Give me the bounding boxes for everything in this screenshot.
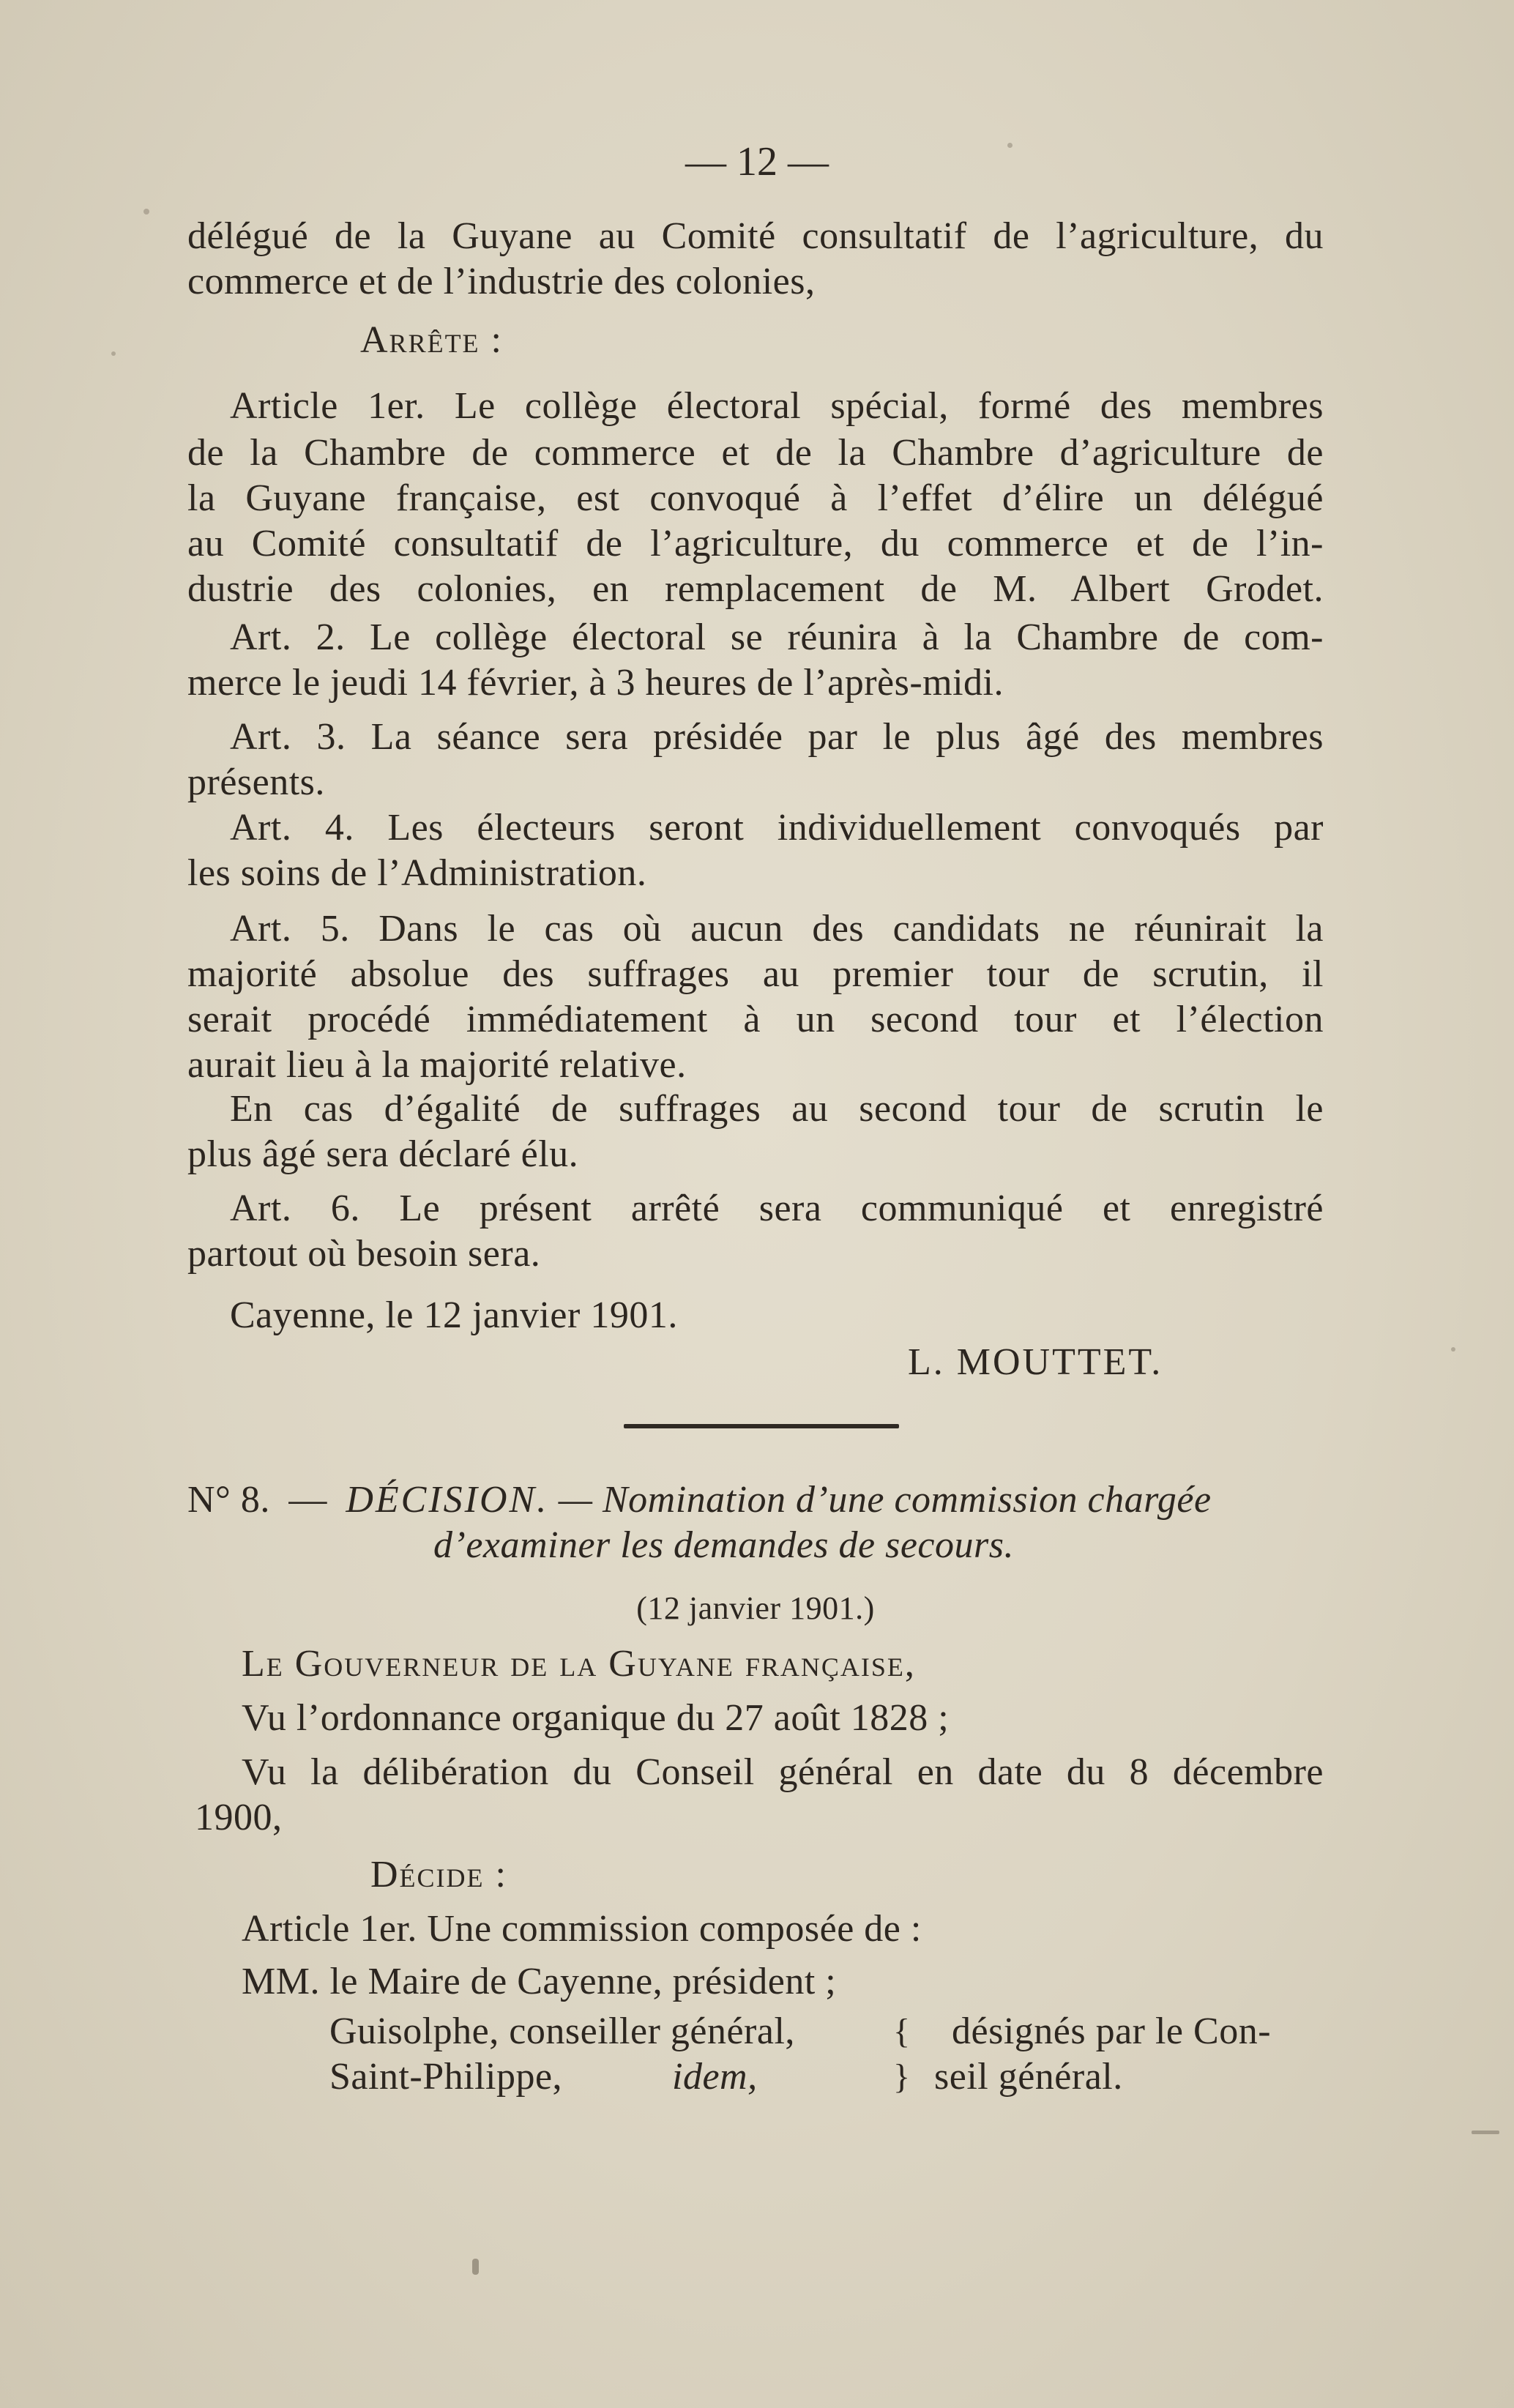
decision-subject: — Nomination d’une commission chargée [558, 1479, 1212, 1521]
brace-mark: } [893, 2057, 911, 2096]
text-line: Art. 6. Le présent arrêté sera communiqué et enregistré [230, 1188, 1324, 1229]
text-line: Art. 4. Les électeurs seront individuellement convoqués par [230, 807, 1324, 849]
paper-speck [1451, 1347, 1455, 1352]
text-line: serait procédé immédiatement à un second tour et l’élection [187, 999, 1324, 1040]
text-line: Art. 5. Dans le cas où aucun des candidats ne réunirait la [230, 908, 1324, 950]
text-line: plus âgé sera déclaré élu. [187, 1133, 579, 1175]
text-line: Vu la délibération du Conseil général en date du 8 décembre [242, 1751, 1324, 1793]
text-line: Art. 2. Le collège électoral se réunira à la Chambre de com- [230, 616, 1324, 658]
section-divider [624, 1424, 899, 1428]
ink-spot [472, 2259, 479, 2275]
text-line: Article 1er. Le collège électoral spécial, formé des membres [230, 385, 1324, 427]
text-line: Article 1er. Une commission composée de : [242, 1908, 922, 1950]
text-line: de la Chambre de commerce et de la Chambre d’agriculture de [187, 432, 1324, 474]
decision-date: (12 janvier 1901.) [636, 1590, 875, 1626]
text-line: la Guyane française, est convoqué à l’effet d’élire un délégué [187, 477, 1324, 519]
member-name: Saint-Philippe, [329, 2056, 563, 2098]
signature: L. MOUTTET. [908, 1341, 1163, 1383]
decision-dash: — [288, 1479, 327, 1521]
member-note: seil général. [934, 2056, 1123, 2098]
member-line [329, 2009, 1324, 2054]
text-line: Vu l’ordonnance organique du 27 août 1828 ; [242, 1697, 950, 1739]
member-note: désignés par le Con- [952, 2010, 1272, 2052]
decision-subject-continued: d’examiner les demandes de secours. [433, 1524, 1014, 1566]
section-heading-arrete: Arrête : [360, 319, 503, 361]
paper-speck [143, 209, 149, 215]
text-line: au Comité consultatif de l’agriculture, du commerce et de l’in- [187, 523, 1324, 564]
paper-mark [1472, 2131, 1499, 2134]
brace-mark: { [893, 2012, 911, 2051]
text-line: majorité absolue des suffrages au premier tour de scrutin, il [187, 953, 1324, 995]
decision-title: DÉCISION. [346, 1479, 549, 1521]
text-line: 1900, [195, 1797, 283, 1838]
text-line: merce le jeudi 14 février, à 3 heures de l’après-midi. [187, 662, 1004, 704]
decision-number: N° 8. [187, 1479, 270, 1521]
section-heading-decide: Décide : [370, 1854, 507, 1896]
text-line: présents. [187, 761, 325, 803]
text-line: les soins de l’Administration. [187, 852, 647, 894]
page-number: — 12 — [685, 139, 829, 184]
text-line: Le Gouverneur de la Guyane française, [242, 1643, 916, 1685]
date-line: Cayenne, le 12 janvier 1901. [230, 1294, 678, 1336]
text-line: délégué de la Guyane au Comité consultatif de l’agriculture, du [187, 215, 1324, 257]
text-line: En cas d’égalité de suffrages au second tour de scrutin le [230, 1088, 1324, 1130]
text-line: commerce et de l’industrie des colonies, [187, 261, 816, 302]
decision-heading [187, 1477, 1324, 1523]
text-line: aurait lieu à la majorité relative. [187, 1044, 687, 1086]
text-line: dustrie des colonies, en remplacement de M. Albert Grodet. [187, 568, 1324, 610]
text-line: partout où besoin sera. [187, 1233, 541, 1275]
text-line: Art. 3. La séance sera présidée par le plus âgé des membres [230, 716, 1324, 758]
member-name: Guisolphe, conseiller général, [329, 2010, 795, 2052]
text-line: MM. le Maire de Cayenne, président ; [242, 1961, 837, 2002]
member-line [329, 2054, 1324, 2100]
paper-speck [111, 351, 116, 356]
member-role: idem, [672, 2056, 758, 2098]
